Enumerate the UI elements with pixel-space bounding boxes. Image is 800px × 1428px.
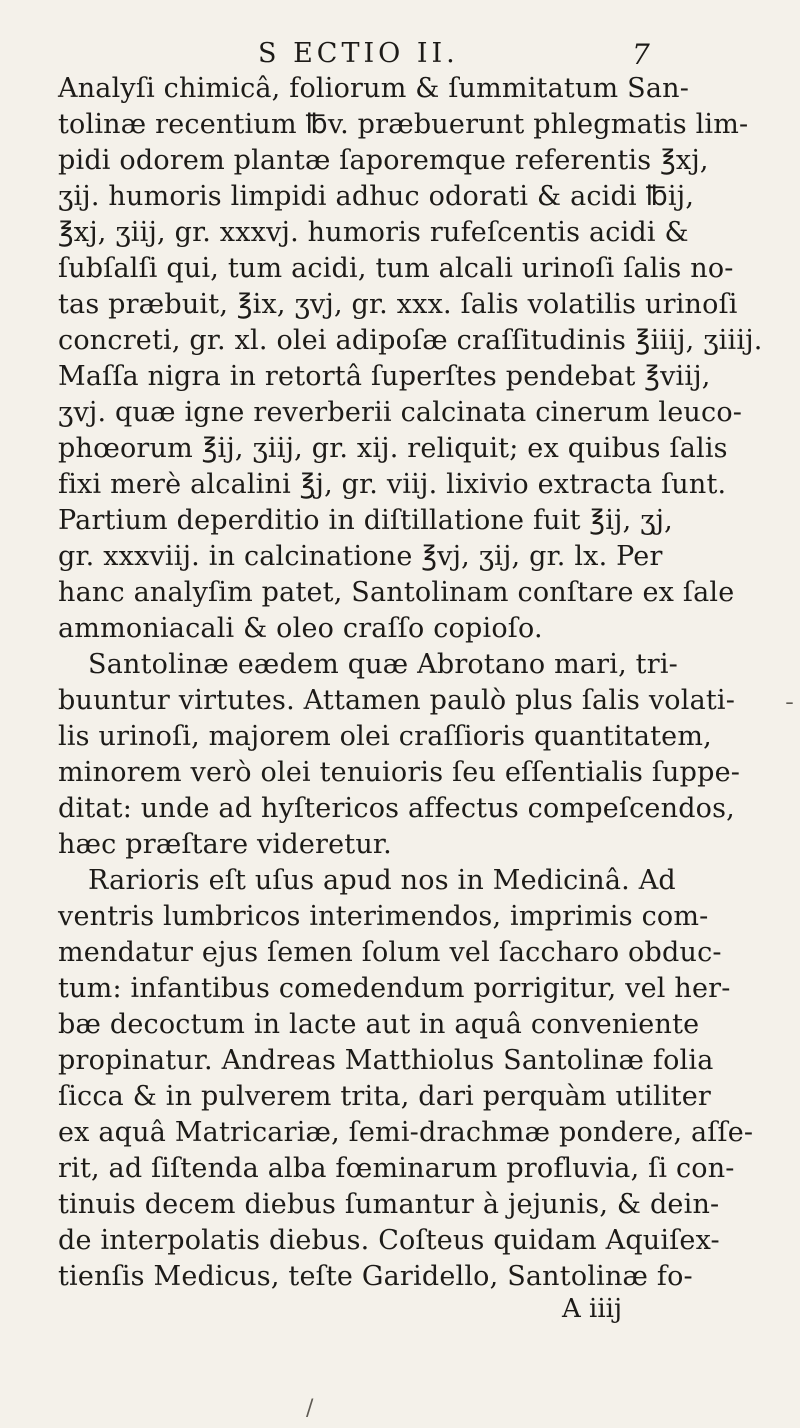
text-line: Maſſa nigra in retortâ ſuperſtes pendebat ℥viij, [58, 361, 711, 392]
text-line: ℥xj, ʒiij, gr. xxxvj. humoris rufeſcentis acidi & [58, 217, 689, 248]
text-line: tas præbuit, ℥ix, ʒvj, gr. xxx. ſalis volatilis urinoſi [58, 289, 738, 320]
text-line: phœorum ℥ij, ʒiij, gr. xij. reliquit; ex quibus ſalis [58, 433, 728, 464]
text-line: Analyſi chimicâ, foliorum & ſummitatum San- [58, 73, 690, 104]
text-line: ſicca & in pulverem trita, dari perquàm utiliter [58, 1081, 711, 1112]
text-line: Rarioris eſt uſus apud nos in Medicinâ. Ad [88, 865, 676, 896]
text-line: de interpolatis diebus. Coſteus quidam Aquiſex- [58, 1225, 720, 1256]
text-line: rit, ad ſiſtenda alba fœminarum profluvia, ſi con- [58, 1153, 735, 1184]
text-line: buuntur virtutes. Attamen paulò plus ſalis volati- [58, 685, 736, 716]
text-line: mendatur ejus ſemen ſolum vel ſaccharo obduc- [58, 937, 722, 968]
text-line: concreti, gr. xl. olei adipoſæ craſſitudinis ℥iiij, ʒiiij. [58, 325, 763, 356]
text-line: Santolinæ eædem quæ Abrotano mari, tri- [88, 649, 678, 680]
text-line: tinuis decem diebus ſumantur à jejunis, & dein- [58, 1189, 720, 1220]
text-line: ʒvj. quæ igne reverberii calcinata cinerum leuco- [58, 397, 743, 428]
margin-mark: ˉ [784, 700, 795, 725]
text-line: tienſis Medicus, teſte Garidello, Santolinæ fo- [58, 1261, 693, 1292]
text-line: ʒij. humoris limpidi adhuc odorati & acidi ℔ij, [58, 181, 695, 212]
running-head: S ECTIO II. [258, 38, 459, 69]
text-line: bæ decoctum in lacte aut in aquâ conveniente [58, 1009, 700, 1040]
text-line: pidi odorem plantæ ſaporemque referentis ℥xj, [58, 145, 709, 176]
margin-mark: / [306, 1396, 314, 1421]
text-line: minorem verò olei tenuioris ſeu eſſentialis ſuppe- [58, 757, 741, 788]
text-line: Partium deperditio in diſtillatione fuit ℥ij, ʒj, [58, 505, 673, 536]
text-line: ammoniacali & oleo craſſo copioſo. [58, 613, 543, 644]
signature-mark: A iiij [562, 1294, 623, 1324]
text-line: tum: infantibus comedendum porrigitur, vel her- [58, 973, 731, 1004]
text-line: ſubſalſi qui, tum acidi, tum alcali urinoſi ſalis no- [58, 253, 734, 284]
text-line: hæc præſtare videretur. [58, 829, 392, 860]
text-line: ditat: unde ad hyſtericos affectus compeſcendos, [58, 793, 735, 824]
text-line: lis urinoſi, majorem olei craſſioris quantitatem, [58, 721, 712, 752]
text-line: ventris lumbricos interimendos, imprimis com- [58, 901, 709, 932]
text-line: fixi merè alcalini ℥j, gr. viij. lixivio extracta ſunt. [58, 469, 727, 500]
text-line: ex aquâ Matricariæ, ſemi-drachmæ pondere, aſſe- [58, 1117, 754, 1148]
text-line: hanc analyſim patet, Santolinam conſtare ex ſale [58, 577, 735, 608]
page-number: 7 [632, 38, 650, 71]
text-line: tolinæ recentium ℔v. præbuerunt phlegmatis lim- [58, 109, 749, 140]
text-line: gr. xxxviij. in calcinatione ℥vj, ʒij, gr. lx. Per [58, 541, 663, 572]
text-line: propinatur. Andreas Matthiolus Santolinæ folia [58, 1045, 714, 1076]
